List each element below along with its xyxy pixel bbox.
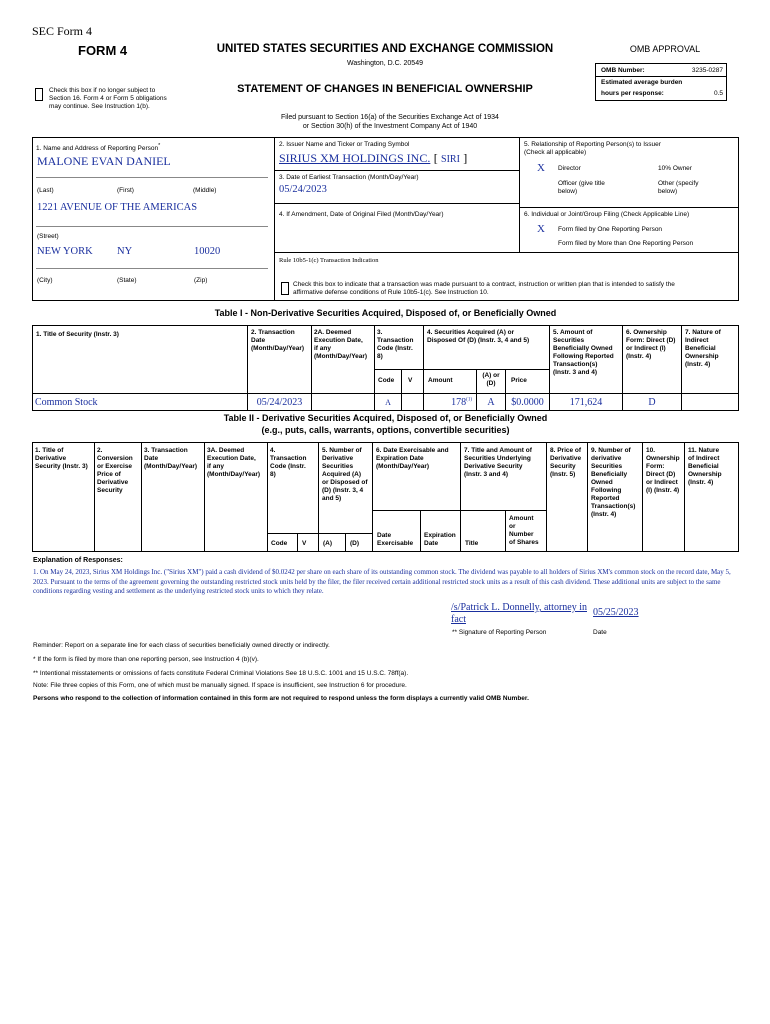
amendment-label: 4. If Amendment, Date of Original Filed (Month/Day/Year) [279,211,444,218]
t2-h11-0: 11. Nature [688,447,720,454]
footer-note-2: ** Intentional misstatements or omissions of facts constitute Federal Criminal Violations See 18 U.S.C. 1001 and 15 U.S.C. 78ff(a). [33,670,409,677]
filing-label: 6. Individual or Joint/Group Filing (Check Applicable Line) [524,211,690,218]
checkbox-text-2: Section 16. Form 4 or Form 5 obligations [49,95,167,102]
signature-name-1: /s/Patrick L. Donnelly, attorney in [451,602,587,613]
t1-h2a-3: (Month/Day/Year) [314,353,368,360]
t1-h2-1: Date [251,337,266,344]
officer-label [558,180,605,196]
t1-sub-amount: Amount [428,377,453,384]
issuer-ticker[interactable]: SIRI [441,154,460,165]
t2-h1-2: Security (Instr. 3) [35,463,88,470]
t2-h9-6: Reported [591,495,620,502]
footer-note-3: Note: File three copies of this Form, one of which must be manually signed. If space is insufficient, see Instruction 6 for procedure. [33,682,407,689]
zip-value[interactable]: 10020 [194,246,221,257]
other-label [658,180,698,196]
t2-h3a-3: (Month/Day/Year) [207,471,261,478]
t2-sub-v: V [302,540,307,547]
t2-h9-8: (Instr. 4) [591,511,617,518]
t2-h2-2: or Exercise [97,463,133,470]
officer-label-1: Officer (give title [558,180,605,187]
t1-h2 [251,329,304,353]
t1-h7-2: Beneficial [685,345,716,352]
t2-h8-1: Derivative [550,455,582,462]
t2-h11-3: Ownership [688,471,722,478]
burden-value: 0.5 [713,90,723,97]
t1-h7-1: Indirect [685,337,709,344]
street-label: (Street) [37,233,59,240]
t2-h8 [550,447,581,479]
one-person-mark[interactable]: X [537,223,545,235]
t2-h8-2: Security [550,463,576,470]
t1-security[interactable]: Common Stock [35,397,98,408]
zip-label: (Zip) [194,277,208,284]
t1-code[interactable]: A [385,398,391,407]
t1-h7 [685,329,721,369]
t1-h6-2: or Indirect (I) [626,345,666,352]
sec-form-label: SEC Form 4 [32,24,93,38]
checkbox-text-3: may continue. See Instruction 1(b). [49,103,150,110]
t2-h5 [322,447,368,503]
reporting-person-name[interactable]: MALONE EVAN DANIEL [37,154,171,168]
t2-h2-1: Conversion [97,455,133,462]
date-label: Date [593,629,607,636]
t2-h5-5: (D) (Instr. 3, 4 [322,487,364,494]
t2-h10-5: (I) (Instr. 4) [646,487,680,494]
t2-h7-0: 7. Title and Amount of [464,447,532,454]
t2-sub-code: Code [271,540,288,547]
first-label: (First) [117,187,134,194]
footer-note-1: * If the form is filed by more than one reporting person, see Instruction 4 (b)(v). [33,656,259,663]
t1-h5-1: Securities [553,337,585,344]
t2-h5-2: Securities [322,463,354,470]
t2-sub-date-ex [377,532,413,548]
t2-h1-0: 1. Title of [35,447,64,454]
t1-h2-0: 2. Transaction [251,329,295,336]
burden-label-2: hours per response: [601,90,664,97]
t2-h11-2: Beneficial [688,463,719,470]
t2-h7 [464,447,532,479]
burden-label-1: Estimated average burden [601,79,683,86]
t1-h5-4: Transaction(s) [553,361,598,368]
t1-h6-3: (Instr. 4) [626,353,652,360]
t2-h2-3: Price of [97,471,121,478]
omb-number: 3235-0287 [691,67,723,74]
t2-h6-2: (Month/Day/Year) [376,463,430,470]
table2-title-2: (e.g., puts, calls, warrants, options, convertible securities) [261,425,510,435]
t2-h5-6: and 5) [322,495,342,502]
ten-pct-owner-label: 10% Owner [658,165,692,172]
t1-h3-0: 3. [377,329,383,336]
checkbox-text-1: Check this box if no longer subject to [49,87,156,94]
t1-amount-value: 178 [451,397,467,408]
t1-h6-1: Form: Direct (D) [626,337,676,344]
filed-pursuant [220,113,560,131]
t2-h9-7: Transaction(s) [591,503,636,510]
bracket-close: ] [463,151,468,165]
t2-h4-3: 8) [270,471,276,478]
t1-h3-3: 8) [377,353,383,360]
t2-h9-4: Owned [591,479,613,486]
t2-h10-1: Ownership [646,455,680,462]
t1-sub-v: V [408,377,413,384]
city-label: (City) [37,277,53,284]
t2-h10 [646,447,680,495]
t2-h8-3: (Instr. 5) [550,471,576,478]
middle-label: (Middle) [193,187,217,194]
form-title: FORM 4 [78,43,128,58]
t2-sub-a: (A) [323,540,333,547]
t1-h4 [427,329,529,345]
t2-h11-1: of Indirect [688,455,720,462]
t2-h5-1: Derivative [322,455,354,462]
earliest-date-label: 3. Date of Earliest Transaction (Month/Day/Year) [279,174,419,181]
table2-title [32,412,739,436]
t1-sub-aord [477,372,505,388]
t2-h3a-1: Execution Date, [207,455,256,462]
t2-h4 [270,447,306,479]
t1-h1: 1. Title of Security (Instr. 3) [36,331,119,338]
t1-h4-0: 4. Securities Acquired (A) or [427,329,515,336]
t1-sub-code: Code [378,377,395,384]
t2-h1-1: Derivative [35,455,67,462]
rule-text-2: affirmative defense conditions of Rule 10b5-1(c). See Instruction 10. [293,289,489,296]
t2-h8-0: 8. Price of [550,447,582,454]
rule-label: Rule 10b5-1(c) Transaction Indication [279,257,379,264]
t1-date[interactable]: 05/24/2023 [256,397,303,408]
t1-h7-3: Ownership [685,353,719,360]
t2-h3-1: Date [144,455,159,462]
more-person-label: Form filed by More than One Reporting Person [558,240,694,247]
t2-sub-amt-3: of Shares [509,539,539,546]
t1-a-or-d[interactable]: A [487,397,495,408]
t1-amount[interactable] [424,397,472,408]
table1-title: Table I - Non-Derivative Securities Acquired, Disposed of, or Beneficially Owned [214,308,557,318]
footer-note-4: Persons who respond to the collection of information contained in this form are not required to respond unless the form displays a currently valid OMB Number. [33,695,529,702]
other-label-1: Other (specify [658,180,699,187]
t1-h5-0: 5. Amount of [553,329,593,336]
street-address[interactable]: 1221 AVENUE OF THE AMERICAS [37,202,198,213]
t2-h11 [688,447,722,487]
t2-h3-0: 3. Transaction [144,447,188,454]
t1-price[interactable]: $0.0000 [511,397,544,408]
t1-h5-3: Following Reported [553,353,614,360]
checkbox-instructions [49,87,167,111]
rule-text [293,281,675,297]
t2-sub-date-ex-1: Date [377,532,392,539]
reporting-person-label [36,142,160,153]
t1-h6-0: 6. Ownership [626,329,667,336]
reporting-person-label-text: 1. Name and Address of Reporting Person [36,145,159,153]
t1-h5-2: Beneficially Owned [553,345,613,352]
t2-h4-0: 4. [270,447,276,454]
t2-h11-4: (Instr. 4) [688,479,714,486]
t2-h9-1: derivative [591,455,622,462]
t1-h3-1: Transaction [377,337,414,344]
t1-h2a-2: if any [314,345,331,352]
t1-h7-0: 7. Nature of [685,329,721,336]
t2-h7-2: Derivative Security [464,463,523,470]
t2-h9-5: Following [591,487,622,494]
t2-h3 [144,447,197,471]
issuer-label: 2. Issuer Name and Ticker or Trading Symbol [279,141,410,148]
t2-sub-amt-2: Number [509,531,534,538]
t2-h9-2: Securities [591,463,623,470]
t2-h7-3: (Instr. 3 and 4) [464,471,509,478]
issuer-name-row [279,151,467,166]
t2-sub-amt-0: Amount [509,515,534,522]
t2-h6 [376,447,449,471]
asterisk: * [158,143,161,149]
city-value[interactable]: NEW YORK [37,246,93,257]
no-longer-subject-checkbox[interactable] [35,88,43,101]
signature-date[interactable]: 05/25/2023 [593,607,639,618]
t2-h10-4: or Indirect [646,479,678,486]
signature-name[interactable] [451,602,587,626]
t2-h3a-2: if any [207,463,224,470]
t2-h2-5: Security [97,487,123,494]
relationship-label-1: 5. Relationship of Reporting Person(s) to Issuer [524,141,661,148]
director-label: Director [558,165,581,172]
earliest-date[interactable]: 05/24/2023 [279,184,327,195]
t2-h3-2: (Month/Day/Year) [144,463,198,470]
t2-sub-date-ex-2: Exercisable [377,540,414,547]
rule-text-1: Check this box to indicate that a transaction was made pursuant to a contract, instruction or written plan that is intended to satisfy the [293,281,675,288]
explanation-heading: Explanation of Responses: [33,557,123,564]
t2-sub-exp-2: Date [424,540,439,547]
t1-form[interactable]: D [648,397,656,408]
t1-sub-price: Price [511,377,527,384]
one-person-label: Form filed by One Reporting Person [558,226,663,233]
issuer-name[interactable]: SIRIUS XM HOLDINGS INC. [279,151,431,165]
t2-h3a-0: 3A. Deemed [207,447,245,454]
relationship-label [524,141,661,157]
rule-10b5-checkbox[interactable] [281,282,289,295]
t2-h5-0: 5. Number of [322,447,362,454]
t1-h5 [553,329,614,377]
t2-sub-exp [424,532,456,548]
t2-h7-1: Securities Underlying [464,455,531,462]
t1-h6 [626,329,675,361]
t2-h5-3: Acquired (A) [322,471,361,478]
t1-h2-2: (Month/Day/Year) [251,345,305,352]
t1-h3-2: Code (Instr. [377,345,413,352]
explanation-text: 1. On May 24, 2023, Sirius XM Holdings Inc. ("Sirius XM") paid a cash dividend of $0.0242 per share on each share of its outstanding common stock. The dividend was payable to all holders of Sirius XM's common stock on the record date, May 5, 2023. Pursuant to the terms of the agreement governing the outstanding restricted stock units held by the filer, the filer received certain additional restricted stock units as a result of this cash dividend. These additional units are subject to the same conditions regarding vesting and settlement as the underlying restricted stock units to which they relate. [33,568,731,595]
officer-label-2: below) [558,188,578,195]
state-value[interactable]: NY [117,246,133,257]
t2-h6-1: Expiration Date [376,455,424,462]
t2-sub-d: (D) [350,540,360,547]
t2-sub-title: Title [465,540,479,547]
table2-title-1: Table II - Derivative Securities Acquired, Disposed of, or Beneficially Owned [223,413,548,423]
reminder: Reminder: Report on a separate line for each class of securities beneficially owned directly or indirectly. [33,642,330,649]
t2-h2-0: 2. [97,447,103,454]
t1-h7-4: (Instr. 4) [685,361,711,368]
t2-h9-0: 9. Number of [591,447,631,454]
t2-h6-0: 6. Date Exercisable and [376,447,449,454]
t1-h2a-1: Execution Date, [314,337,363,344]
t2-h10-2: Form: [646,463,665,470]
t1-h5-5: (Instr. 3 and 4) [553,369,598,376]
omb-approval-label: OMB APPROVAL [629,44,701,54]
t2-sub-exp-1: Expiration [424,532,456,539]
t2-h2-4: Derivative [97,479,129,486]
t1-h3 [377,329,413,361]
t1-sub-aord-2: (D) [486,380,496,387]
commission-title: UNITED STATES SECURITIES AND EXCHANGE COMMISSION [216,43,554,55]
last-label: (Last) [37,187,54,194]
signature-label: ** Signature of Reporting Person [452,629,547,636]
omb-number-label: OMB Number: [601,67,645,74]
t1-h2a [314,329,367,361]
t2-h10-3: Direct (D) [646,471,676,478]
t2-h9 [591,447,635,519]
t2-h4-2: Code (Instr. [270,463,306,470]
bracket-open: [ [433,151,438,165]
filed-pursuant-1: Filed pursuant to Section 16(a) of the Securities Exchange Act of 1934 [281,114,499,121]
filed-pursuant-2: or Section 30(h) of the Investment Company Act of 1940 [302,123,478,130]
t2-h1 [35,447,88,471]
t1-sub-aord-1: (A) or [482,372,500,379]
t2-h2 [97,447,133,495]
state-label: (State) [117,277,137,284]
t1-owned[interactable]: 171,624 [569,397,603,408]
statement-title: STATEMENT OF CHANGES IN BENEFICIAL OWNERSHIP [237,83,533,95]
t1-h2a-0: 2A. Deemed [314,329,352,336]
signature-name-2: fact [451,614,466,625]
t2-h4-1: Transaction [270,455,307,462]
t2-sub-amt [509,515,539,547]
t2-h3a [207,447,260,479]
t2-h5-4: or Disposed of [322,479,368,486]
location: Washington, D.C. 20549 [346,60,423,67]
relationship-label-2: (Check all applicable) [524,149,587,156]
t2-sub-amt-1: or [509,523,516,530]
t2-h10-0: 10. [646,447,656,454]
t1-footnote[interactable]: (1) [466,397,472,403]
t1-h4-1: Disposed Of (D) (Instr. 3, 4 and 5) [427,337,530,344]
other-label-2: below) [658,188,678,195]
t2-h9-3: Beneficially [591,471,628,478]
director-mark[interactable]: X [537,162,545,174]
